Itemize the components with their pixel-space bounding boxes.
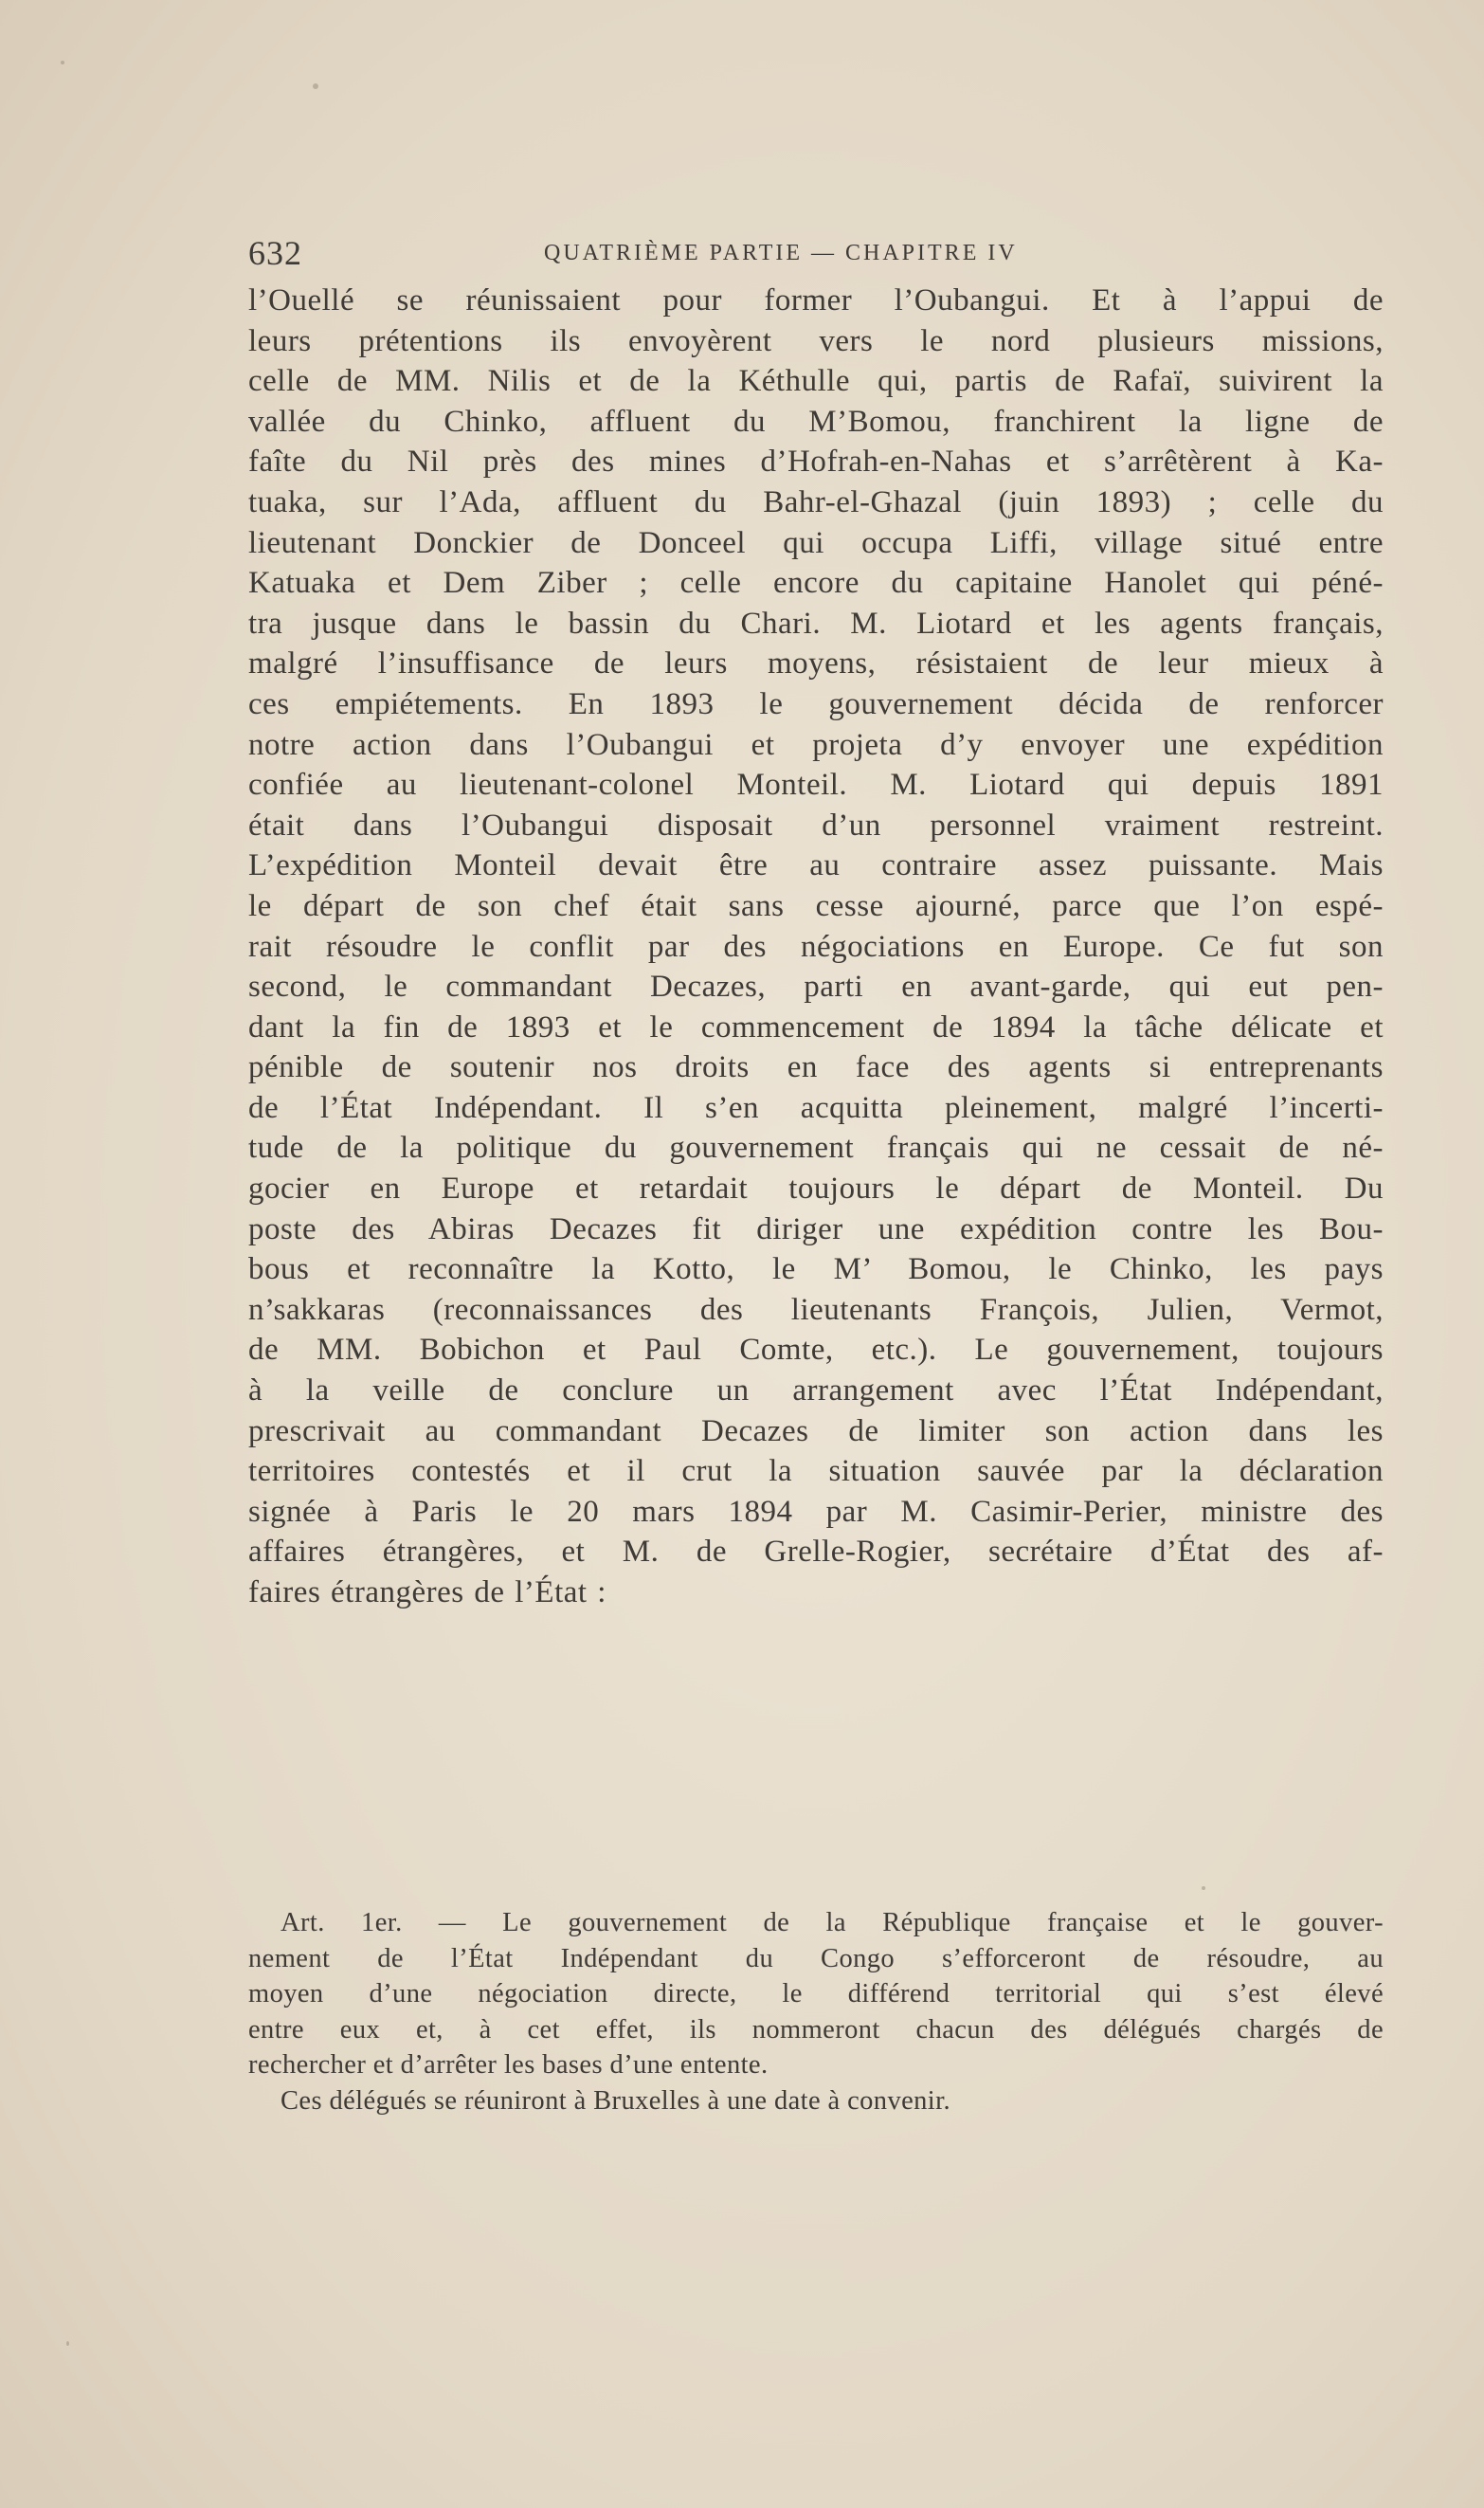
text-line: L’expédition Monteil devait être au contraire assez puissante. Mais	[248, 848, 1384, 883]
paper-speck	[313, 83, 318, 89]
paper-speck	[66, 2341, 69, 2346]
running-head: QUATRIÈME PARTIE — CHAPITRE IV	[544, 241, 1018, 265]
text-line: affaires étrangères, et M. de Grelle-Rogier, secrétaire d’État des af-	[248, 1535, 1384, 1570]
quote-line: rechercher et d’arrêter les bases d’une entente.	[248, 2050, 769, 2080]
text-line: signée à Paris le 20 mars 1894 par M. Casimir-Perier, ministre des	[248, 1494, 1384, 1529]
text-line: pénible de soutenir nos droits en face des agents si entreprenants	[248, 1050, 1384, 1085]
text-line: malgré l’insuffisance de leurs moyens, résistaient de leur mieux à	[248, 646, 1384, 682]
text-line: Katuaka et Dem Ziber ; celle encore du capitaine Hanolet qui péné-	[248, 566, 1384, 601]
text-line: confiée au lieutenant-colonel Monteil. M. Liotard qui depuis 1891	[248, 768, 1384, 803]
text-line: celle de MM. Nilis et de la Kéthulle qui, partis de Rafaï, suivirent la	[248, 364, 1384, 399]
page-number: 632	[248, 234, 302, 272]
text-line: faîte du Nil près des mines d’Hofrah-en-Nahas et s’arrêtèrent à Ka-	[248, 445, 1384, 480]
text-line: de l’État Indépendant. Il s’en acquitta pleinement, malgré l’incerti-	[248, 1090, 1384, 1125]
text-line: tude de la politique du gouvernement français qui ne cessait de né-	[248, 1131, 1384, 1166]
page-header	[248, 233, 1196, 281]
paper-speck	[61, 61, 64, 64]
quote-line: Ces délégués se réuniront à Bruxelles à une date à convenir.	[281, 2085, 950, 2116]
text-line: tuaka, sur l’Ada, affluent du Bahr-el-Ghazal (juin 1893) ; celle du	[248, 484, 1384, 519]
text-line: territoires contestés et il crut la situation sauvée par la déclaration	[248, 1454, 1384, 1489]
text-line: prescrivait au commandant Decazes de limiter son action dans les	[248, 1413, 1384, 1448]
text-line: de MM. Bobichon et Paul Comte, etc.). Le gouvernement, toujours	[248, 1333, 1384, 1368]
quote-line: moyen d’une négociation directe, le différend territorial qui s’est élevé	[248, 1979, 1384, 2008]
text-line: l’Ouellé se réunissaient pour former l’Oubangui. Et à l’appui de	[248, 283, 1384, 318]
text-line: était dans l’Oubangui disposait d’un personnel vraiment restreint.	[248, 808, 1384, 843]
text-line: vallée du Chinko, affluent du M’Bomou, franchirent la ligne de	[248, 404, 1384, 439]
quoted-declaration	[248, 1905, 1384, 2118]
text-line: lieutenant Donckier de Donceel qui occupa Liffi, village situé entre	[248, 525, 1384, 560]
text-line: dant la fin de 1893 et le commencement de 1894 la tâche délicate et	[248, 1009, 1384, 1045]
paper-speck	[1202, 1886, 1205, 1890]
text-line: tra jusque dans le bassin du Chari. M. Liotard et les agents français,	[248, 606, 1384, 641]
text-line: gocier en Europe et retardait toujours le départ de Monteil. Du	[248, 1172, 1384, 1207]
quote-line: nement de l’État Indépendant du Congo s’efforceront de résoudre, au	[248, 1943, 1384, 1973]
text-line: à la veille de conclure un arrangement avec l’État Indépendant,	[248, 1373, 1384, 1408]
text-line: bous et reconnaître la Kotto, le M’ Bomou, le Chinko, les pays	[248, 1252, 1384, 1287]
text-line: le départ de son chef était sans cesse ajourné, parce que l’on espé-	[248, 888, 1384, 923]
text-line: faires étrangères de l’État :	[248, 1575, 606, 1609]
text-line: n’sakkaras (reconnaissances des lieutenants François, Julien, Vermot,	[248, 1292, 1384, 1327]
text-line: poste des Abiras Decazes fit diriger une expédition contre les Bou-	[248, 1211, 1384, 1246]
text-line: ces empiétements. En 1893 le gouvernement décida de renforcer	[248, 686, 1384, 721]
text-line: rait résoudre le conflit par des négociations en Europe. Ce fut son	[248, 929, 1384, 964]
text-line: leurs prétentions ils envoyèrent vers le nord plusieurs missions,	[248, 323, 1384, 358]
body-text	[248, 281, 1384, 1613]
text-line: second, le commandant Decazes, parti en avant-garde, qui eut pen-	[248, 970, 1384, 1005]
text-line: notre action dans l’Oubangui et projeta d’y envoyer une expédition	[248, 727, 1384, 762]
quote-line: Art. 1er. — Le gouvernement de la République française et le gouver-	[281, 1908, 1384, 1937]
quote-line: entre eux et, à cet effet, ils nommeront chacun des délégués chargés de	[248, 2014, 1384, 2045]
